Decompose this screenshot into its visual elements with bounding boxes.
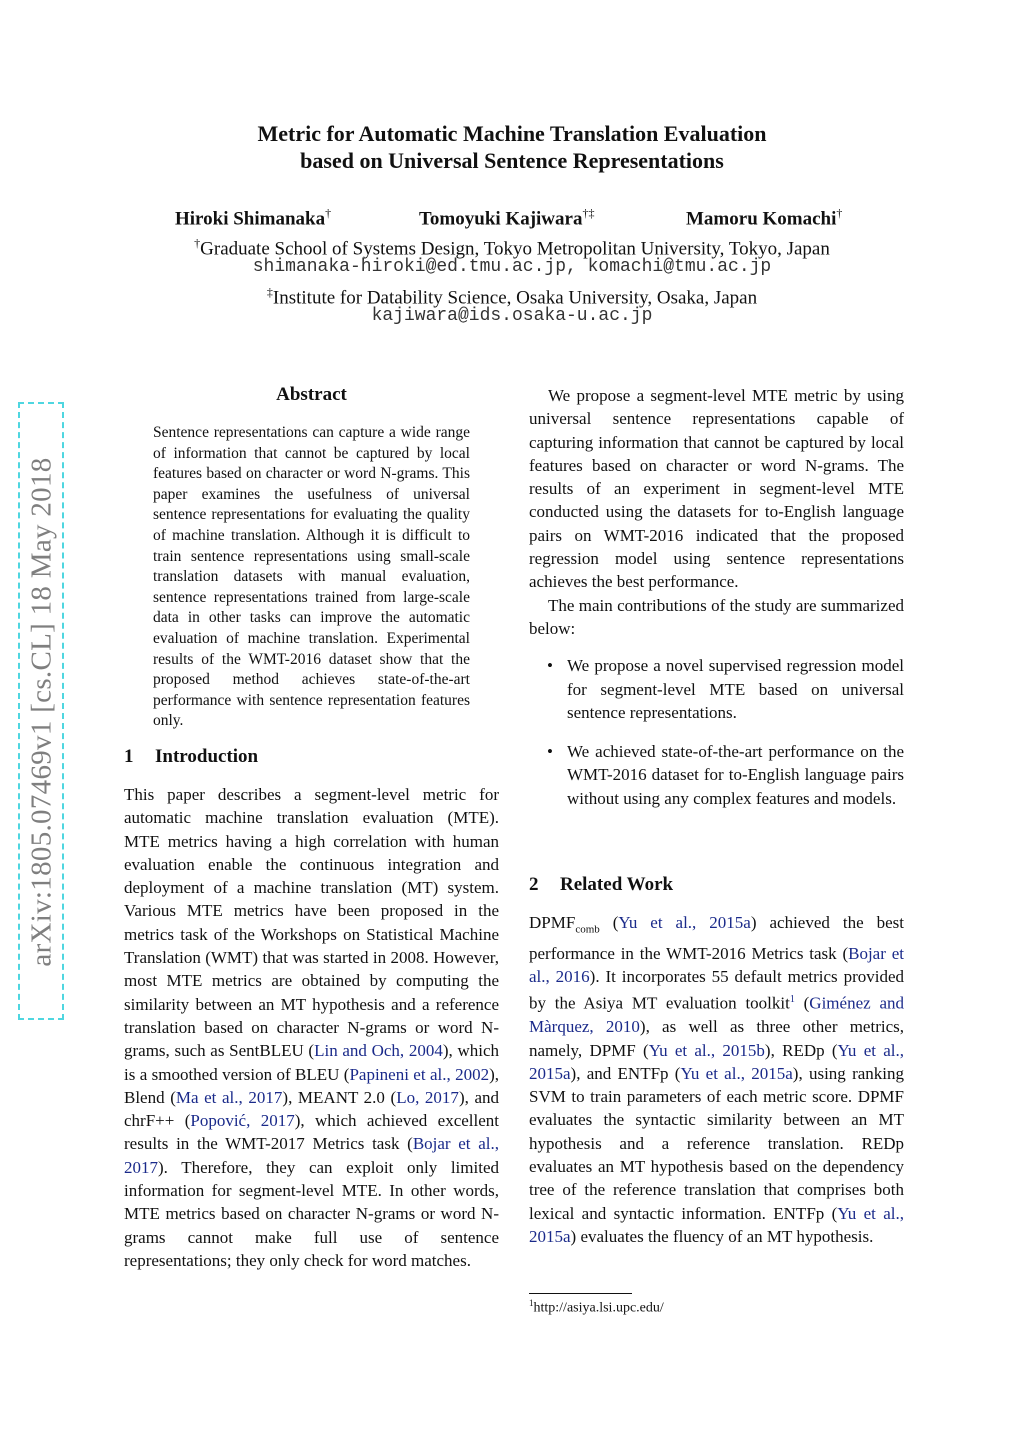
email-1: shimanaka-hiroki@ed.tmu.ac.jp, komachi@tmu.ac.jp bbox=[252, 257, 772, 277]
title-line-2: based on Universal Sentence Representations bbox=[300, 148, 724, 173]
citation-link[interactable]: Ma et al., 2017 bbox=[175, 1087, 283, 1107]
citation-link[interactable]: Yu et al., 2015a bbox=[529, 1040, 904, 1083]
citation-link[interactable]: Papineni et al., 2002 bbox=[349, 1064, 490, 1084]
footnote-url[interactable]: http://asiya.lsi.upc.edu/ bbox=[533, 1300, 664, 1316]
affiliation-1: †Graduate School of Systems Design, Tokyo Metropolitan University, Tokyo, Japan bbox=[194, 236, 830, 260]
author-komachi: Mamoru Komachi† bbox=[686, 206, 843, 230]
citation-link[interactable]: Giménez and Màrquez, 2010 bbox=[529, 993, 904, 1037]
citation-link[interactable]: Lo, 2017 bbox=[396, 1087, 459, 1107]
citation-link[interactable]: Bojar et al., 2016 bbox=[529, 943, 904, 986]
related-work-text: $DPMF_{comb}$ (Yu et al., 2015a) achieved the best performance in the WMT-2016 Metrics task (Bojar et al., 2016). It incorporates 55 default metrics provided by the Asiya MT evaluation toolkit$^1$ (Giménez and Màrquez, 2010), as well as three other metrics, namely, DPMF (Yu et al., 2015b), REDp (Yu et al., 2015a), and ENTFp (Yu et al., 2015a), using ranking SVM to train parameters of each metric score. DPMF evaluates the syntactic similarity between an MT hypothesis and a reference translation. REDp evaluates an MT hypothesis based on the dependency tree of the reference translation that comprises both lexical and syntactic information. ENTFp (Yu et al., 2015a) evaluates the fluency of an MT hypothesis. bbox=[529, 913, 905, 1246]
citation-link[interactable]: Yu et al., 2015a bbox=[618, 913, 751, 932]
citation-link[interactable]: Popović, 2017 bbox=[190, 1111, 295, 1131]
section-2-heading: 2 Related Work bbox=[529, 874, 674, 895]
footnote: $^1$http://asiya.lsi.upc.edu/ bbox=[529, 1298, 664, 1316]
citation-link[interactable]: Bojar et al., 2017 bbox=[124, 1134, 499, 1177]
list-item: • We achieved state-of-the-art performance on the WMT-2016 dataset for to-English language pairs without using any complex features and models. bbox=[547, 742, 904, 808]
citation-link[interactable]: Yu et al., 2015a bbox=[680, 1063, 793, 1083]
footnote-rule bbox=[529, 1293, 632, 1294]
title-line-1: Metric for Automatic Machine Translation Evaluation bbox=[257, 121, 767, 146]
author-list bbox=[0, 206, 1024, 232]
affiliation-2: ‡Institute for Datability Science, Osaka University, Osaka, Japan bbox=[266, 285, 758, 309]
citation-link[interactable]: Lin and Och, 2004 bbox=[314, 1041, 443, 1061]
citation-link[interactable]: Yu et al., 2015b bbox=[648, 1040, 765, 1060]
intro-paragraph-contributions: The main contributions of the study are summarized below: bbox=[529, 595, 904, 638]
contributions-list bbox=[529, 654, 904, 810]
email-2: kajiwara@ids.osaka-u.ac.jp bbox=[371, 306, 653, 326]
right-column-intro bbox=[529, 384, 904, 810]
abstract-heading: Abstract bbox=[276, 384, 347, 405]
footnote-link[interactable]: 1 bbox=[789, 994, 795, 1006]
author-shimanaka: Hiroki Shimanaka† bbox=[175, 206, 332, 230]
list-item: • We propose a novel supervised regression model for segment-level MTE based on universal sentence representations. bbox=[547, 656, 904, 722]
section-1-heading: 1 Introduction bbox=[124, 746, 259, 767]
intro-text: This paper describes a segment-level metric for automatic machine translation evaluation (MTE). MTE metrics having a high correlation with human evaluation enable the continuous integration and deployment of a machine translation (MT) system. Various MTE metrics have been proposed in the metrics task of the Workshops on Statistical Machine Translation (WMT) that was started in 2008. However, most MTE metrics are obtained by computing the similarity between an MT hypothesis and a reference translation based on character N-grams or word N-grams, such as SentBLEU (Lin and Och, 2004), which is a smoothed version of BLEU (Papineni et al., 2002), Blend (Ma et al., 2017), MEANT 2.0 (Lo, 2017), and chrF++ (Popović, 2017), which achieved excellent results in the WMT-2017 Metrics task (Bojar et al., 2017). Therefore, they can exploit only limited information for segment-level MTE. In other words, MTE metrics based on character N-grams or word N-grams cannot make full use of sentence representations; they only check for word matches. bbox=[124, 785, 500, 1270]
author-kajiwara: Tomoyuki Kajiwara†‡ bbox=[419, 206, 595, 230]
paper-title bbox=[0, 120, 1024, 174]
arxiv-stamp[interactable]: arXiv:1805.07469v1 [cs.CL] 18 May 2018 bbox=[25, 457, 58, 967]
citation-link[interactable]: Yu et al., 2015a bbox=[529, 1203, 904, 1246]
abstract-text: Sentence representations can capture a wide range of information that cannot be captured by local features based on character or word N-grams. This paper examines the usefulness of universal sentence representations for evaluating the quality of machine translation. Although it is difficult to train sentence representations using small-scale translation datasets with manual evaluation, sentence representations trained from large-scale data in other tasks can improve the automatic evaluation of machine translation. Experimental results of the WMT-2016 dataset show that the proposed method achieves state-of-the-art performance with sentence representation features only. bbox=[153, 424, 470, 730]
intro-paragraph-proposal: We propose a segment-level MTE metric by using universal sentence representations capable of capturing information that cannot be captured by local features based on character or word N-grams. The results of an experiment in segment-level MTE conducted using the datasets for to-English language pairs on WMT-2016 indicated that the proposed regression model using sentence representations achieves the best performance. bbox=[529, 386, 904, 592]
